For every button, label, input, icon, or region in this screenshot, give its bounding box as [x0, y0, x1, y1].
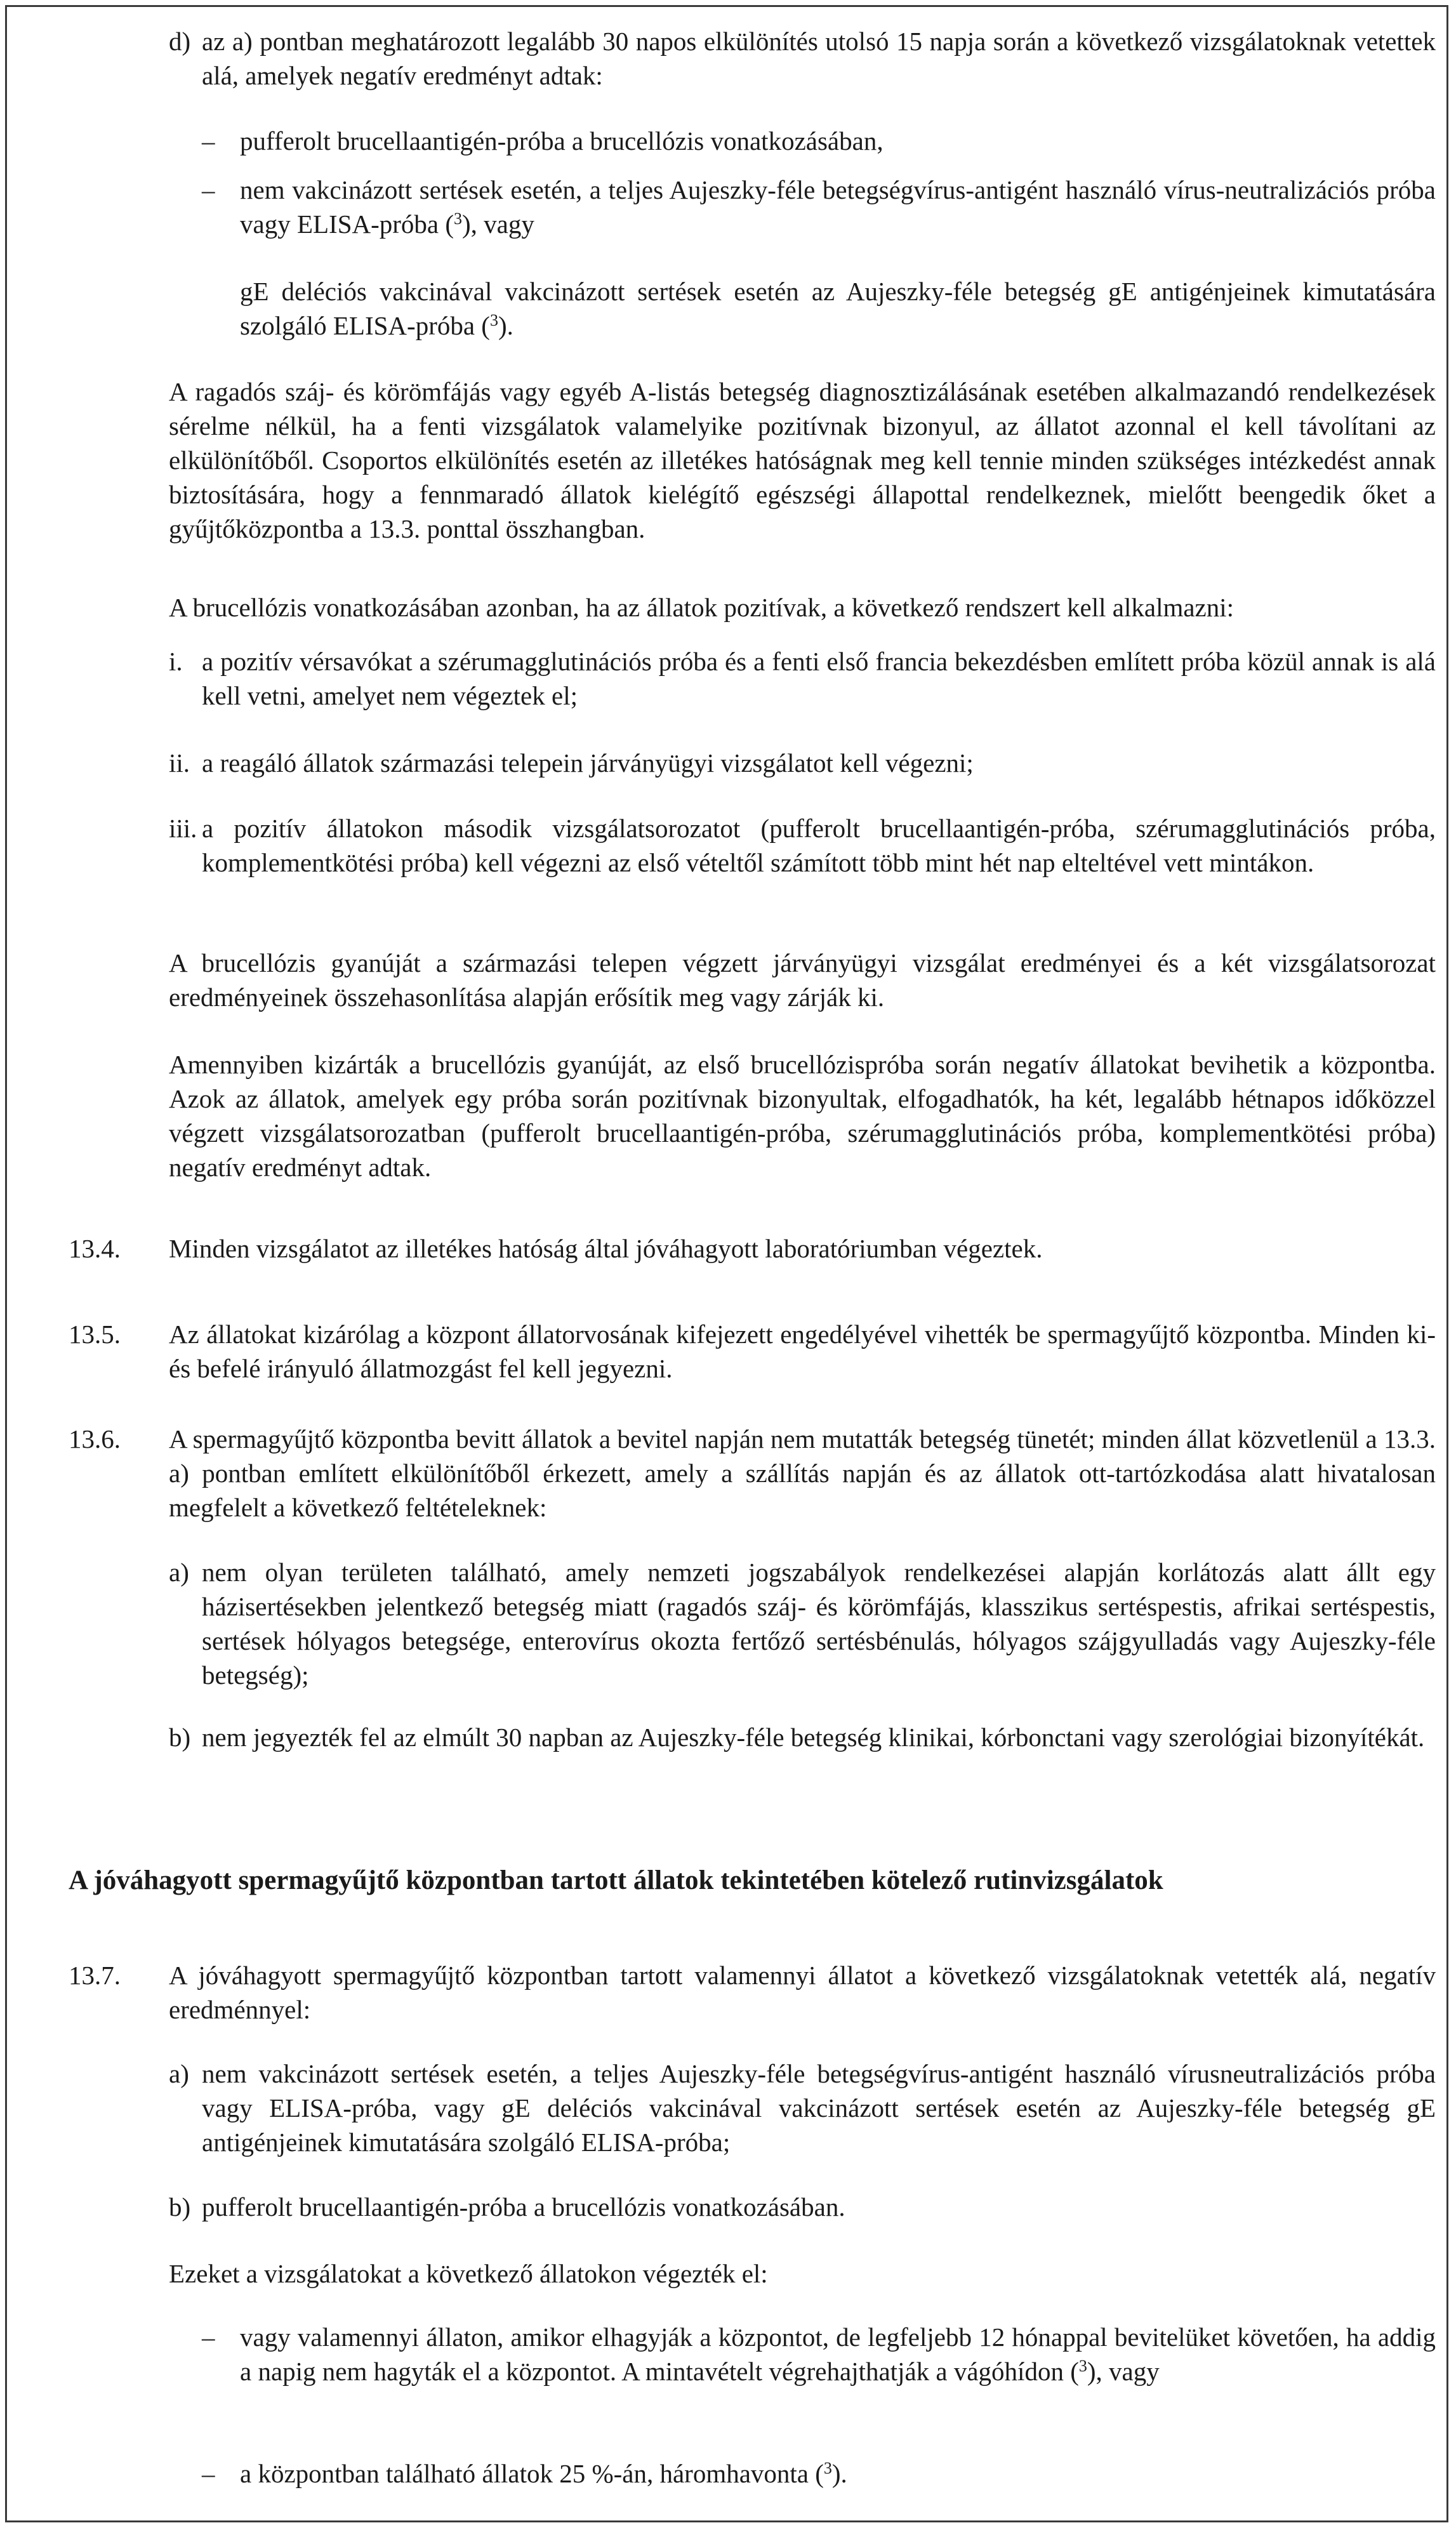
- section-heading: A jóváhagyott spermagyűjtő központban tartott állatok tekintetében kötelező rutinvizsgálatok: [69, 1865, 1163, 1895]
- dash-marker: –: [202, 175, 215, 204]
- para-gyanu: A brucellózis gyanúját a származási telepen végzett járványügyi vizsgálat eredményei és a két vizsgálatsorozat eredményeinek összehasonlítása alapján erősítik meg vagy zárják ki.: [169, 948, 1436, 1012]
- item-marker-a: a): [169, 1558, 189, 1587]
- section-13-6-text: A spermagyűjtő központba bevitt állatok a bevitel napján nem mutatták betegség tünetét; minden állat közvetlenül a 13.3. a) pontban említett elkülönítőből érkezett, amely a szállítás napján és az állatok ott-tartózkodása alatt hivatalosan megfelelt a következő feltételeknek:: [169, 1424, 1436, 1522]
- section-13-6-item-a: nem olyan területen található, amely nemzeti jogszabályok rendelkezései alapján korlátozás alatt állt egy házisertésekben jelentkező betegség miatt (ragadós száj- és körömfájás, klasszikus sertéspestis, afrikai sertéspestis, sertések hólyagos betegsége, enterovírus okozta fertőző sertésbénulás, hólyagos szájgyulladás vagy Aujeszky-féle betegség);: [202, 1558, 1436, 1690]
- footnote-ref: 3: [489, 311, 498, 329]
- dash-marker: –: [202, 126, 215, 156]
- para-d-dash-2: [240, 173, 1436, 241]
- roman-item-i: a pozitív vérsavókat a szérumagglutinációs próba és a fenti első francia bekezdésben említett próba közül annak is alá kell vetni, amelyet nem végeztek el;: [202, 647, 1436, 710]
- item-marker-b: b): [169, 2192, 191, 2222]
- roman-item-ii: a reagáló állatok származási telepein járványügyi vizsgálatot kell végezni;: [202, 748, 974, 778]
- para-d-dash-2-continued: [240, 274, 1436, 343]
- section-13-7-dash-1: [240, 2320, 1436, 2388]
- section-13-7-item-b: pufferolt brucellaantigén-próba a brucellózis vonatkozásában.: [202, 2192, 845, 2222]
- section-number-13-7: 13.7.: [69, 1961, 121, 1990]
- para-d-text: az a) pontban meghatározott legalább 30 napos elkülönítés utolsó 15 napja során a következő vizsgálatoknak vetettek alá, amelyek negatív eredményt adtak:: [202, 27, 1436, 90]
- para-ezeket: Ezeket a vizsgálatokat a következő állatokon végezték el:: [169, 2259, 768, 2288]
- roman-marker-ii: ii.: [169, 748, 190, 778]
- section-13-6-item-b: nem jegyezték fel az elmúlt 30 napban az Aujeszky-féle betegség klinikai, kórbonctani vagy szerológiai bizonyítékát.: [202, 1723, 1425, 1752]
- section-13-7-item-a: nem vakcinázott sertések esetén, a teljes Aujeszky-féle betegségvírus-antigént használó vírusneutralizációs próba vagy ELISA-próba, vagy gE deléciós vakcinával vakcinázott sertések esetén az Aujeszky-féle betegség gE antigénjeinek kimutatására szolgáló ELISA-próba;: [202, 2059, 1436, 2157]
- para-ragados: A ragadós száj- és körömfájás vagy egyéb A-listás betegség diagnosztizálásának esetében alkalmazandó rendelkezések sérelme nélkül, ha a fenti vizsgálatok valamelyike pozitívnak bizonyul, az állatot azonnal el kell távolítani az elkülönítőből. Csoportos elkülönítés esetén az illetékes hatóságnak meg kell tennie minden szükséges intézkedést annak biztosítására, hogy a fennmaradó állatok kielégítő egészségi állapottal rendelkeznek, mielőtt beengedik őket a gyűjtőközpontba a 13.3. ponttal összhangban.: [169, 377, 1436, 543]
- section-13-5-text: Az állatokat kizárólag a központ állatorvosának kifejezett engedélyével vihették be spermagyűjtő központba. Minden ki- és befelé irányuló állatmozgást fel kell jegyezni.: [169, 1320, 1436, 1383]
- item-marker-a: a): [169, 2059, 189, 2088]
- section-number-13-4: 13.4.: [69, 1234, 121, 1263]
- section-13-4-text: Minden vizsgálatot az illetékes hatóság által jóváhagyott laboratóriumban végeztek.: [169, 1234, 1043, 1263]
- roman-marker-iii: iii.: [169, 814, 197, 843]
- dash-2-text: nem vakcinázott sertések esetén, a teljes Aujeszky-féle betegségvírus-antigént használó vírus-neutralizációs próba vagy ELISA-próba (: [240, 175, 1436, 239]
- footnote-ref: 3: [823, 2459, 832, 2477]
- dash-1-end: ), vagy: [1087, 2357, 1160, 2386]
- section-13-7-text: A jóváhagyott spermagyűjtő központban tartott valamennyi állatot a következő vizsgálatoknak vetették alá, negatív eredménnyel:: [169, 1961, 1436, 2024]
- section-13-7-dash-2: [240, 2456, 1436, 2491]
- roman-item-iii: a pozitív állatokon második vizsgálatsorozatot (pufferolt brucellaantigén-próba, szérumagglutinációs próba, komplementkötési próba) kell végezni az első vételtől számított több mint hét nap elteltével vett mintákon.: [202, 814, 1436, 877]
- item-marker-d: d): [169, 27, 191, 56]
- para-brucellosis-intro: A brucellózis vonatkozásában azonban, ha az állatok pozitívak, a következő rendszert kell alkalmazni:: [169, 593, 1234, 622]
- dash-marker: –: [202, 2322, 215, 2352]
- dash-2-cont-text: gE deléciós vakcinával vakcinázott sertések esetén az Aujeszky-féle betegség gE antigénjeinek kimutatására szolgáló ELISA-próba (: [240, 277, 1436, 340]
- dash-2-cont-end: ).: [498, 311, 513, 340]
- dash-marker: –: [202, 2459, 215, 2488]
- dash-2-end: ).: [831, 2459, 847, 2488]
- footnote-ref: 3: [1078, 2357, 1087, 2375]
- para-amennyiben: Amennyiben kizárták a brucellózis gyanúját, az első brucellózispróba során negatív állatokat bevihetik a központba. Azok az állatok, amelyek egy próba során pozitívnak bizonyultak, elfogadhatók, ha két, legalább hétnapos időközzel végzett vizsgálatsorozatban (pufferolt brucellaantigén-próba, szérumagglutinációs próba, komplementkötési próba) negatív eredményt adtak.: [169, 1050, 1436, 1182]
- dash-1-text: vagy valamennyi állaton, amikor elhagyják a központot, de legfeljebb 12 hónappal bevitelüket követően, ha addig a napig nem hagyták el a központot. A mintavételt végrehajthatják a vágóhídon (: [240, 2322, 1436, 2386]
- footnote-ref: 3: [454, 209, 463, 228]
- para-d-dash-1: pufferolt brucellaantigén-próba a brucellózis vonatkozásában,: [240, 126, 884, 156]
- section-number-13-6: 13.6.: [69, 1424, 121, 1454]
- roman-marker-i: i.: [169, 647, 183, 676]
- section-number-13-5: 13.5.: [69, 1320, 121, 1349]
- dash-2-end: ), vagy: [462, 209, 534, 239]
- item-marker-b: b): [169, 1723, 191, 1752]
- dash-2-text: a központban található állatok 25 %-án, háromhavonta (: [240, 2459, 824, 2488]
